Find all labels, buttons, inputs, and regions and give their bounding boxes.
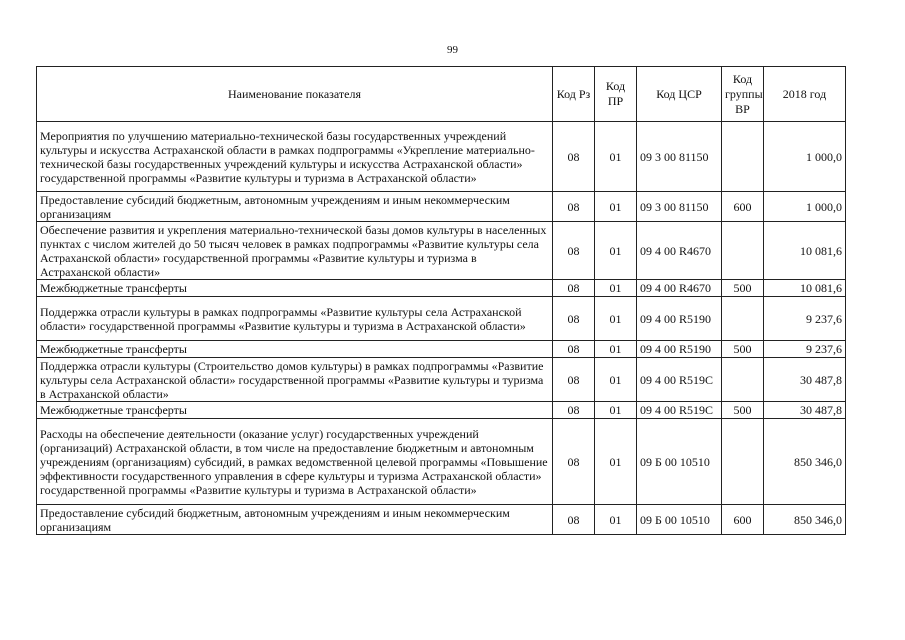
table-row: [37, 280, 846, 297]
row-amount: 850 346,0: [764, 419, 846, 505]
page-number: 99: [447, 44, 458, 56]
row-pr: 01: [595, 419, 637, 505]
header-year: 2018 год: [764, 67, 846, 122]
row-pr: 01: [595, 341, 637, 358]
row-rz: 08: [553, 122, 595, 192]
row-rz: 08: [553, 358, 595, 402]
header-name: Наименование показателя: [37, 67, 553, 122]
row-pr: 01: [595, 505, 637, 535]
row-csr: 09 4 00 R4670: [637, 222, 722, 280]
row-vr: [722, 222, 764, 280]
row-amount: 30 487,8: [764, 402, 846, 419]
row-name: Поддержка отрасли культуры в рамках подпрограммы «Развитие культуры села Астраханской области» государственной программы «Развитие культуры и туризма в Астраханской области»: [37, 297, 553, 341]
row-name: Обеспечение развития и укрепления материально-технической базы домов культуры в населенных пунктах с числом жителей до 50 тысяч человек в рамках подпрограммы «Развитие культуры села Астраханской области» государственной программы «Развитие культуры и туризма в Астраханской области»: [37, 222, 553, 280]
table-row: [37, 297, 846, 341]
row-rz: 08: [553, 402, 595, 419]
header-pr: Код ПР: [595, 67, 637, 122]
row-vr: [722, 419, 764, 505]
row-csr: 09 Б 00 10510: [637, 505, 722, 535]
row-amount: 1 000,0: [764, 122, 846, 192]
table-header-row: [37, 67, 846, 122]
row-name: Межбюджетные трансферты: [37, 402, 553, 419]
row-csr: 09 4 00 R519C: [637, 402, 722, 419]
row-pr: 01: [595, 222, 637, 280]
row-pr: 01: [595, 122, 637, 192]
table-row: [37, 419, 846, 505]
row-name: Предоставление субсидий бюджетным, автономным учреждениям и иным некоммерческим организациям: [37, 505, 553, 535]
row-csr: 09 4 00 R4670: [637, 280, 722, 297]
row-amount: 850 346,0: [764, 505, 846, 535]
row-name: Межбюджетные трансферты: [37, 341, 553, 358]
row-vr: 500: [722, 341, 764, 358]
row-rz: 08: [553, 192, 595, 222]
row-csr: 09 3 00 81150: [637, 122, 722, 192]
table-row: [37, 192, 846, 222]
row-vr: [722, 122, 764, 192]
row-pr: 01: [595, 280, 637, 297]
row-csr: 09 4 00 R5190: [637, 341, 722, 358]
row-name: Межбюджетные трансферты: [37, 280, 553, 297]
row-vr: 600: [722, 192, 764, 222]
header-vr: Код группы ВР: [722, 67, 764, 122]
header-rz: Код Рз: [553, 67, 595, 122]
row-pr: 01: [595, 358, 637, 402]
budget-table: [36, 66, 846, 535]
row-rz: 08: [553, 297, 595, 341]
row-rz: 08: [553, 280, 595, 297]
table-row: [37, 122, 846, 192]
row-name: Мероприятия по улучшению материально-технической базы государственных учреждений культуры и искусства Астраханской области в рамках подпрограммы «Укрепление материально-технической базы государственных учреждений культуры и искусства Астраханской области» государственной программы «Развитие культуры и туризма в Астраханской области»: [37, 122, 553, 192]
row-csr: 09 3 00 81150: [637, 192, 722, 222]
row-amount: 1 000,0: [764, 192, 846, 222]
row-amount: 10 081,6: [764, 280, 846, 297]
table-row: [37, 341, 846, 358]
row-amount: 9 237,6: [764, 297, 846, 341]
row-csr: 09 Б 00 10510: [637, 419, 722, 505]
row-name: Расходы на обеспечение деятельности (оказание услуг) государственных учреждений (организаций) Астраханской области, в том числе на предоставление бюджетным и автономным учреждениям (организациям) субсидий, в рамках ведомственной целевой программы «Повышение эффективности государственного управления в сфере культуры и туризма Астраханской области» государственной программы «Развитие культуры и туризма в Астраханской области»: [37, 419, 553, 505]
row-vr: [722, 297, 764, 341]
row-vr: 500: [722, 402, 764, 419]
row-rz: 08: [553, 505, 595, 535]
row-name: Поддержка отрасли культуры (Строительство домов культуры) в рамках подпрограммы «Развитие культуры села Астраханской области» государственной программы «Развитие культуры и туризма в Астраханской области»: [37, 358, 553, 402]
row-vr: 500: [722, 280, 764, 297]
row-amount: 9 237,6: [764, 341, 846, 358]
row-rz: 08: [553, 419, 595, 505]
table-row: [37, 222, 846, 280]
row-vr: [722, 358, 764, 402]
row-pr: 01: [595, 402, 637, 419]
row-name: Предоставление субсидий бюджетным, автономным учреждениям и иным некоммерческим организациям: [37, 192, 553, 222]
header-csr: Код ЦСР: [637, 67, 722, 122]
row-pr: 01: [595, 297, 637, 341]
row-amount: 30 487,8: [764, 358, 846, 402]
row-csr: 09 4 00 R519C: [637, 358, 722, 402]
row-rz: 08: [553, 222, 595, 280]
table-row: [37, 402, 846, 419]
row-vr: 600: [722, 505, 764, 535]
row-rz: 08: [553, 341, 595, 358]
row-pr: 01: [595, 192, 637, 222]
table-row: [37, 505, 846, 535]
row-amount: 10 081,6: [764, 222, 846, 280]
table-row: [37, 358, 846, 402]
row-csr: 09 4 00 R5190: [637, 297, 722, 341]
